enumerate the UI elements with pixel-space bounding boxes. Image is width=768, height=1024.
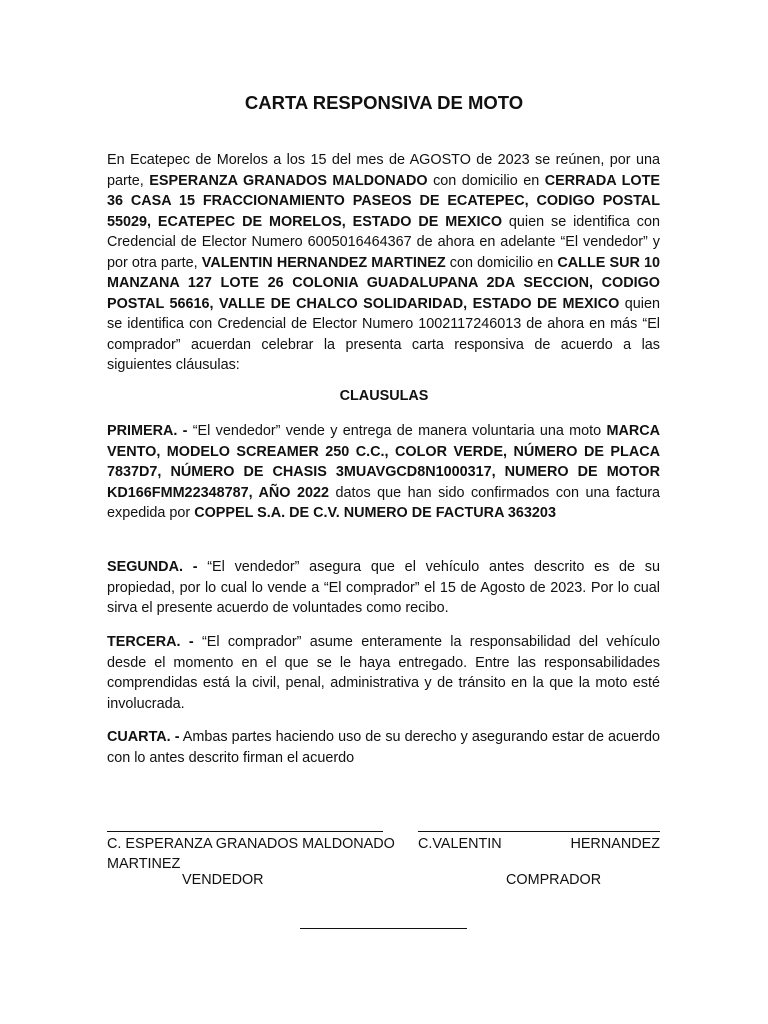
seller-name: ESPERANZA GRANADOS MALDONADO bbox=[149, 172, 428, 189]
intro-text-2: con domicilio en bbox=[427, 172, 545, 189]
intro-text-5: quien se identifica con Credencial de Elector Numero 1002117246013 de ahora en más “El comprador” acuerdan celebrar la presenta carta responsiva de acuerdo a las siguientes cláusulas: bbox=[107, 295, 660, 373]
invoice-details: COPPEL S.A. DE C.V. NUMERO DE FACTURA 363203 bbox=[194, 505, 556, 521]
buyer-signature-line bbox=[418, 831, 660, 832]
clause-cuarta-text: Ambas partes haciendo uso de su derecho y asegurando estar de acuerdo con lo antes descrito firman el acuerdo bbox=[107, 729, 660, 766]
clausulas-heading: CLAUSULAS bbox=[339, 388, 429, 404]
intro-text-3: quien se identifica con Credencial de Elector Numero 6005016464367 de ahora en adelante “El vendedor” y por otra parte, bbox=[107, 213, 660, 271]
witness-signature-line bbox=[300, 928, 467, 929]
clause-segunda bbox=[107, 557, 660, 619]
seller-role: VENDEDOR bbox=[182, 872, 264, 888]
clause-primera-text-2: datos que han sido confirmados con una factura expedida por bbox=[107, 484, 660, 521]
clause-cuarta bbox=[107, 727, 660, 768]
clause-segunda-label: SEGUNDA. - bbox=[107, 559, 198, 575]
seller-signature-line bbox=[107, 831, 383, 832]
clause-primera bbox=[107, 421, 660, 524]
buyer-signature-name: C.VALENTIN HERNANDEZ bbox=[418, 836, 660, 852]
buyer-role: COMPRADOR bbox=[506, 872, 602, 888]
intro-text-4: con domicilio en bbox=[445, 254, 558, 271]
clause-primera-text-1: “El vendedor” vende y entrega de manera voluntaria una moto bbox=[187, 423, 607, 439]
clause-primera-label: PRIMERA. - bbox=[107, 423, 188, 439]
seller-signature-name: C. ESPERANZA GRANADOS MALDONADO MARTINEZ bbox=[107, 836, 395, 872]
clause-tercera-text: “El comprador” asume enteramente la responsabilidad del vehículo desde el momento en el que se le haya entregado. Entre las responsabilidades comprendidas está la civil, penal, administrativa y de tránsito en la que la moto esté involucrada. bbox=[107, 634, 660, 712]
seller-address: CERRADA LOTE 36 CASA 15 FRACCIONAMIENTO PASEOS DE ECATEPEC, CODIGO POSTAL 55029, ECATEPEC DE MORELOS, ESTADO DE MEXICO bbox=[107, 172, 660, 230]
clause-cuarta-label: CUARTA. - bbox=[107, 729, 180, 745]
buyer-name: VALENTIN HERNANDEZ MARTINEZ bbox=[201, 254, 446, 271]
intro-paragraph bbox=[107, 150, 660, 376]
document-title: CARTA RESPONSIVA DE MOTO bbox=[244, 92, 524, 113]
buyer-address: CALLE SUR 10 MANZANA 127 LOTE 26 COLONIA GUADALUPANA 2DA SECCION, CODIGO POSTAL 56616, VALLE DE CHALCO SOLIDARIDAD, ESTADO DE MEXICO bbox=[107, 254, 660, 312]
clause-tercera-label: TERCERA. - bbox=[107, 634, 194, 650]
intro-text-1: En Ecatepec de Morelos a los 15 del mes de AGOSTO de 2023 se reúnen, por una parte, bbox=[107, 152, 660, 189]
vehicle-details: MARCA VENTO, MODELO SCREAMER 250 C.C., COLOR VERDE, NÚMERO DE PLACA 7837D7, NÚMERO DE CHASIS 3MUAVGCD8N1000317, NUMERO DE MOTOR KD166FMM22348787, AÑO 2022 bbox=[107, 423, 661, 501]
clause-tercera bbox=[107, 632, 660, 714]
clause-segunda-text: “El vendedor” asegura que el vehículo antes descrito es de su propiedad, por lo cual lo vende a “El comprador” el 15 de Agosto de 2023. Por lo cual sirva el presente acuerdo de voluntades como recibo. bbox=[107, 559, 661, 616]
